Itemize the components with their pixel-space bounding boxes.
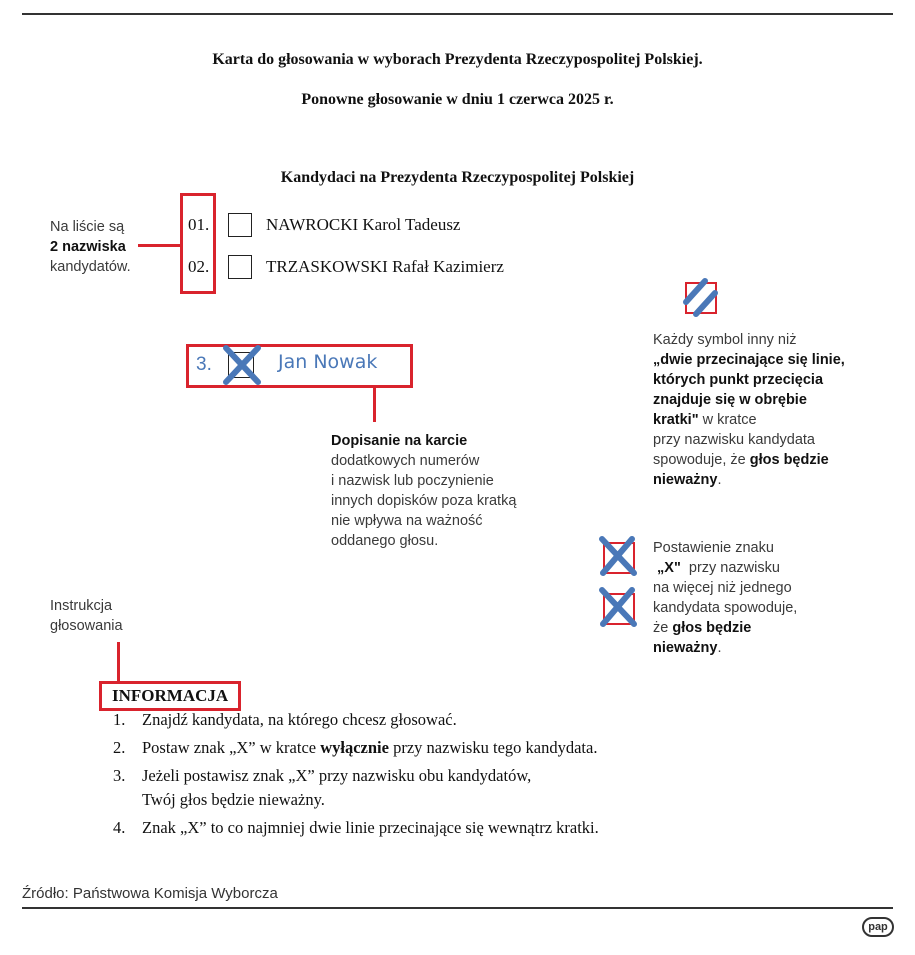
note-double-line1: Postawienie znaku <box>653 540 774 556</box>
note-symbol-line7 <box>653 450 903 470</box>
note-additions-line: nie wpływa na ważność <box>331 513 483 529</box>
ballot-subtitle: Ponowne głosowanie w dniu 1 czerwca 2025 r. <box>301 91 614 108</box>
instructions-label-line1: Instrukcja <box>50 598 113 614</box>
list-item-text-post: przy nazwisku tego kandydata. <box>388 738 598 757</box>
note-double-line6-post: . <box>717 640 722 656</box>
example-x-mark-icon <box>220 344 264 386</box>
note-names-count <box>50 217 180 277</box>
x-mark-icon <box>596 534 640 578</box>
information-list <box>99 708 799 840</box>
list-item-text: Znak „X” to co najmniej dwie linie przecinające się wewnątrz kratki. <box>142 818 599 837</box>
example-entry-name: Jan Nowak <box>278 351 378 373</box>
x-mark-icon <box>596 585 640 629</box>
note-symbol-line8-post: . <box>717 472 722 488</box>
list-item-text-bold: wyłącznie <box>320 738 389 757</box>
list-item-text-pre: Postaw znak „X” w kratce <box>142 738 321 757</box>
note-double-line2 <box>653 558 893 578</box>
ballot-title: Karta do głosowania w wyborach Prezydenta Rzeczypospolitej Polskiej. <box>212 51 703 68</box>
note-double-line2-bold: „X" <box>657 560 681 576</box>
numbers-highlight <box>180 193 216 294</box>
list-item <box>99 708 799 732</box>
instructions-label-line2: głosowania <box>50 618 123 634</box>
note-symbol-line5 <box>653 410 903 430</box>
list-item-number: 2. <box>113 738 126 757</box>
double-slash-mark-icon <box>678 274 724 320</box>
list-item <box>99 816 799 840</box>
note-double-line6-bold: nieważny <box>653 640 718 656</box>
list-item <box>99 764 799 812</box>
note-double-line5-pre: że <box>653 620 673 636</box>
instructions-label <box>50 596 170 636</box>
candidates-heading: Kandydaci na Prezydenta Rzeczypospolitej Polskiej <box>280 169 635 186</box>
note-additions-line: innych dopisków poza kratką <box>331 493 517 509</box>
example-entry-number: 3. <box>196 354 212 375</box>
note-double-line2-rest: przy nazwisku <box>680 560 780 576</box>
list-item-text: Jeżeli postawisz znak „X” przy nazwisku obu kandydatów, <box>142 766 532 785</box>
candidate-name-2: TRZASKOWSKI Rafał Kazimierz <box>266 257 504 276</box>
note-symbol-bold3: znajduje się w obrębie <box>653 392 807 408</box>
note-symbol-rest4: w kratce <box>698 412 757 428</box>
connector-line <box>138 244 182 247</box>
top-rule <box>22 13 893 15</box>
example-connector <box>373 385 376 422</box>
note-symbol-line6: przy nazwisku kandydata <box>653 432 815 448</box>
note-double-line4: kandydata spowoduje, <box>653 600 798 616</box>
candidate-checkbox-2[interactable] <box>228 255 252 279</box>
note-symbol-line7-pre: spowoduje, że <box>653 452 750 468</box>
list-item-text-cont: Twój głos będzie nieważny. <box>142 790 325 809</box>
note-symbol-line8-bold: nieważny <box>653 472 718 488</box>
note-symbol-line7-bold: głos będzie <box>749 452 829 468</box>
note-double <box>653 538 893 658</box>
note-double-line5-bold: głos będzie <box>672 620 752 636</box>
note-symbol-bold1: „dwie przecinające się linie, <box>653 352 845 368</box>
candidate-checkbox-1[interactable] <box>228 213 252 237</box>
note-symbol-line1: Każdy symbol inny niż <box>653 332 797 348</box>
note-symbol-bold2: których punkt przecięcia <box>653 372 824 388</box>
instructions-connector <box>117 642 120 684</box>
note-symbol-bold4: kratki" <box>653 412 699 428</box>
note-names-line1: Na liście są <box>50 219 125 235</box>
note-symbol-line8 <box>653 470 903 490</box>
note-names-line3: kandydatów. <box>50 259 131 275</box>
note-additions-line: dodatkowych numerów <box>331 453 480 469</box>
note-double-line5 <box>653 618 893 638</box>
list-item <box>99 736 799 760</box>
note-additions-line: oddanego głosu. <box>331 533 439 549</box>
note-symbol <box>653 330 903 490</box>
note-double-line3: na więcej niż jednego <box>653 580 792 596</box>
note-additions <box>331 431 561 551</box>
candidate-number-1: 01. <box>188 215 210 234</box>
information-heading: INFORMACJA <box>99 681 241 711</box>
note-double-line6 <box>653 638 893 658</box>
candidate-name-1: NAWROCKI Karol Tadeusz <box>266 215 461 234</box>
note-names-line2: 2 nazwiska <box>50 239 126 255</box>
list-item-text: Znajdź kandydata, na którego chcesz głosować. <box>142 710 457 729</box>
bottom-rule <box>22 907 893 909</box>
list-item-number: 1. <box>113 710 126 729</box>
list-item-number: 3. <box>113 766 126 785</box>
source-note: Źródło: Państwowa Komisja Wyborcza <box>22 885 278 902</box>
note-additions-bold: Dopisanie na karcie <box>331 433 468 449</box>
list-item-number: 4. <box>113 818 126 837</box>
candidate-number-2: 02. <box>188 257 210 276</box>
note-additions-line: i nazwisk lub poczynienie <box>331 473 494 489</box>
pap-logo: pap <box>862 917 894 937</box>
